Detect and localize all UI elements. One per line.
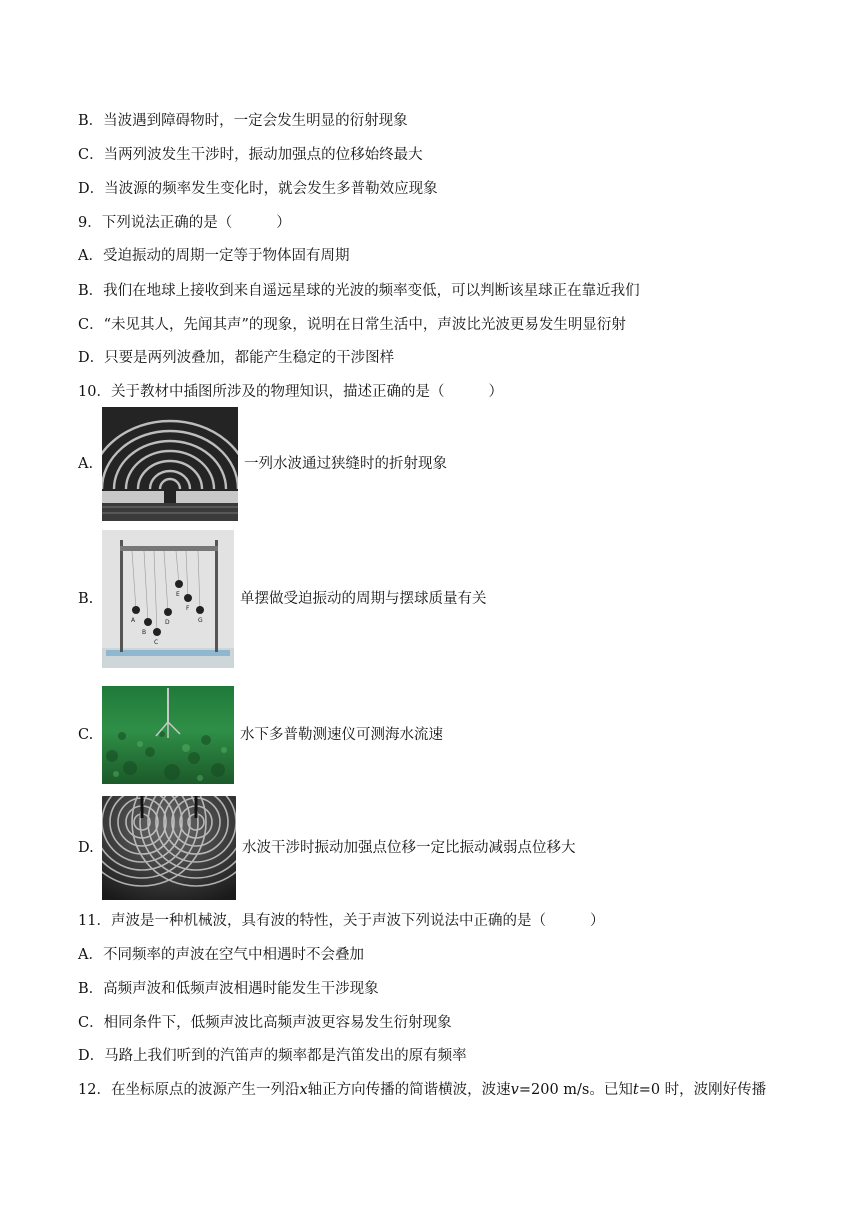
q10-option-c bbox=[78, 686, 443, 784]
q12-stem-part: 轴正方向传播的简谐横波，波速 bbox=[307, 1082, 511, 1098]
q10-stem-text: 10．关于教材中插图所涉及的物理知识，描述正确的是（ bbox=[78, 384, 445, 400]
q11-option-d: D．马路上我们听到的汽笛声的频率都是汽笛发出的原有频率 bbox=[78, 1048, 467, 1064]
q10-option-d bbox=[78, 796, 576, 900]
option-letter: D. bbox=[78, 840, 94, 856]
option-text: 水下多普勒测速仪可测海水流速 bbox=[240, 727, 443, 743]
var-v: v bbox=[510, 1082, 519, 1098]
q9-option-d: D．只要是两列波叠加，都能产生稳定的干涉图样 bbox=[78, 350, 395, 366]
pendulum-label: E bbox=[176, 591, 180, 598]
pendulum-label: A bbox=[131, 617, 136, 624]
option-letter: B. bbox=[78, 591, 94, 607]
q8-option-b: B．当波遇到障碍物时，一定会发生明显的衍射现象 bbox=[78, 113, 408, 129]
q9-option-c: C．“未见其人，先闻其声”的现象，说明在日常生活中，声波比光波更易发生明显衍射 bbox=[78, 317, 626, 333]
q8-option-d: D．当波源的频率发生变化时，就会发生多普勒效应现象 bbox=[78, 181, 438, 197]
q10-option-a bbox=[78, 407, 447, 521]
q12-stem-part: =0 时，波刚好传播 bbox=[638, 1082, 767, 1098]
var-x: x bbox=[299, 1082, 308, 1098]
water-wave-slit-image bbox=[102, 407, 238, 521]
q9-option-b: B．我们在地球上接收到来自遥远星球的光波的频率变低，可以判断该星球正在靠近我们 bbox=[78, 283, 640, 299]
q11-stem bbox=[78, 911, 604, 931]
pendulum-label: G bbox=[198, 617, 203, 624]
pendulum-label: D bbox=[165, 619, 170, 626]
q12-stem bbox=[78, 1080, 766, 1100]
q11-stem-end: ） bbox=[589, 913, 605, 929]
coupled-pendulums-image bbox=[102, 530, 234, 668]
wave-interference-image bbox=[102, 796, 236, 900]
q8-option-c: C．当两列波发生干涉时，振动加强点的位移始终最大 bbox=[78, 147, 423, 163]
q9-option-a: A．受迫振动的周期一定等于物体固有周期 bbox=[78, 248, 350, 264]
q12-stem-part: =200 m/s。已知 bbox=[518, 1082, 633, 1098]
option-text: 单摆做受迫振动的周期与摆球质量有关 bbox=[240, 591, 487, 607]
option-letter: A. bbox=[78, 456, 94, 472]
option-text: 一列水波通过狭缝时的折射现象 bbox=[244, 456, 447, 472]
q11-option-b: B．高频声波和低频声波相遇时能发生干涉现象 bbox=[78, 981, 379, 997]
pendulum-label: B bbox=[142, 629, 147, 636]
q9-stem bbox=[78, 213, 291, 233]
var-t: t bbox=[632, 1082, 639, 1098]
q9-stem-end: ） bbox=[276, 215, 291, 231]
q11-option-a: A．不同频率的声波在空气中相遇时不会叠加 bbox=[78, 947, 364, 963]
pendulum-label: C bbox=[154, 639, 159, 646]
q11-option-c: C．相同条件下，低频声波比高频声波更容易发生衍射现象 bbox=[78, 1015, 452, 1031]
pendulum-label: F bbox=[186, 605, 190, 612]
option-text: 水波干涉时振动加强点位移一定比振动减弱点位移大 bbox=[242, 840, 576, 856]
underwater-doppler-image bbox=[102, 686, 234, 784]
q12-stem-part: 12．在坐标原点的波源产生一列沿 bbox=[78, 1082, 300, 1098]
option-letter: C. bbox=[78, 727, 94, 743]
q11-stem-text: 11．声波是一种机械波，具有波的特性，关于声波下列说法中正确的是（ bbox=[78, 913, 546, 929]
q10-option-b bbox=[78, 530, 487, 668]
q9-stem-text: 9．下列说法正确的是（ bbox=[78, 215, 233, 231]
q10-stem bbox=[78, 382, 503, 402]
q10-stem-end: ） bbox=[488, 384, 503, 400]
